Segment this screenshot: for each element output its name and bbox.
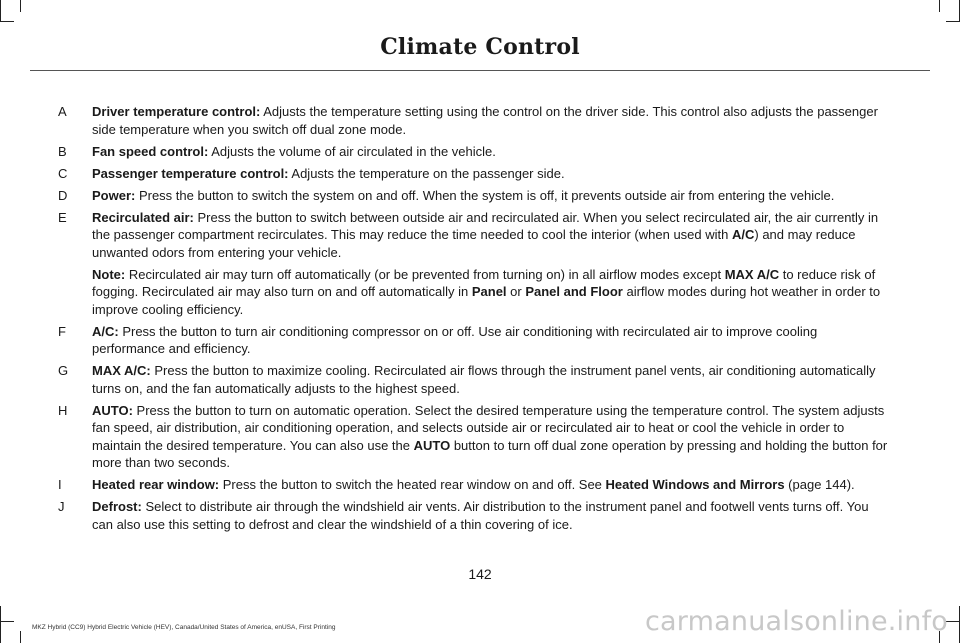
item-term: Heated rear window: bbox=[92, 477, 220, 492]
note-label: Note: bbox=[92, 266, 126, 282]
list-item bbox=[0, 187, 960, 205]
crop-mark bbox=[946, 21, 960, 22]
crop-mark bbox=[946, 621, 960, 622]
item-term: Defrost: bbox=[92, 499, 142, 514]
item-term: Power: bbox=[92, 187, 136, 203]
list-item bbox=[0, 323, 960, 358]
item-term: Fan speed control: bbox=[92, 143, 209, 159]
item-letter: H bbox=[58, 402, 68, 418]
item-letter: F bbox=[58, 323, 66, 339]
page-title: Climate Control bbox=[380, 34, 580, 60]
list-item bbox=[0, 498, 960, 533]
item-text: Driver temperature control: Adjusts the temperature setting using the control on the driver side. This control also adjusts the passenger side temperature when you switch off dual zone mode. bbox=[92, 104, 878, 137]
list-item bbox=[0, 476, 960, 494]
crop-mark bbox=[20, 631, 21, 643]
item-letter: B bbox=[58, 143, 67, 159]
item-text: Power: Press the button to switch the system on and off. When the system is off, it prevents outside air from entering the vehicle. bbox=[92, 187, 835, 203]
list-item bbox=[0, 103, 960, 138]
item-letter: A bbox=[58, 104, 67, 119]
item-text: A/C: Press the button to turn air conditioning compressor on or off. Use air conditioning with recirculated air to improve cooling performance and efficiency. bbox=[92, 323, 818, 356]
item-text: Defrost: Select to distribute air through the windshield air vents. Air distribution to the instrument panel and footwell vents turns off. You can also use this setting to defrost and clear the windshield of a thin covering of ice. bbox=[92, 499, 869, 532]
item-letter: J bbox=[58, 499, 65, 514]
crop-mark bbox=[939, 0, 940, 12]
item-text: MAX A/C: Press the button to maximize cooling. Recirculated air flows through the instrument panel vents, air conditioning automatically turns on, and the fan automatically adjusts to the highest speed. bbox=[92, 363, 876, 396]
list-item bbox=[0, 209, 960, 262]
item-letter: E bbox=[58, 209, 67, 225]
watermark: carmanualsonline.info bbox=[645, 606, 948, 637]
list-item bbox=[0, 402, 960, 472]
control-descriptions bbox=[0, 103, 960, 538]
item-text: Fan speed control: Adjusts the volume of air circulated in the vehicle. bbox=[92, 143, 496, 159]
crop-mark bbox=[20, 0, 21, 12]
footer-edition-text: MKZ Hybrid (CC9) Hybrid Electric Vehicle (HEV), Canada/United States of America, enUSA, First Printing bbox=[32, 624, 336, 631]
crop-mark bbox=[0, 621, 14, 622]
crop-mark bbox=[0, 21, 14, 22]
header-divider bbox=[30, 70, 930, 71]
item-text: Heated rear window: Press the button to switch the heated rear window on and off. See Heated Windows and Mirrors (page 144). bbox=[92, 477, 855, 492]
item-letter: G bbox=[58, 363, 69, 378]
item-term: Driver temperature control: bbox=[92, 104, 261, 119]
item-term: Recirculated air: bbox=[92, 209, 194, 225]
item-term: AUTO: bbox=[92, 402, 133, 418]
crop-mark bbox=[0, 0, 1, 22]
page-number: 142 bbox=[468, 566, 492, 582]
item-text: AUTO: Press the button to turn on automatic operation. Select the desired temperature using the temperature control. The system adjusts fan speed, air distribution, air conditioning operation, and selects outside air or recirculated air to heat or cool the vehicle in order to maintain the desired temperature. You can also use the AUTO button to turn off dual zone operation by pressing and holding the button for more than two seconds. bbox=[92, 402, 888, 470]
list-item bbox=[0, 165, 960, 183]
item-term: Passenger temperature control: bbox=[92, 165, 289, 181]
crop-mark bbox=[0, 606, 1, 643]
item-letter: I bbox=[58, 477, 62, 492]
item-term: MAX A/C: bbox=[92, 363, 151, 378]
item-term: A/C: bbox=[92, 323, 119, 339]
cross-reference-link: Heated Windows and Mirrors bbox=[605, 477, 785, 492]
item-text: Recirculated air: Press the button to switch between outside air and recirculated air. When you select recirculated air, the air currently in the passenger compartment recirculates. This may reduce the time needed to cool the interior (when used with A/C) and may reduce unwanted odors from entering your vehicle. bbox=[92, 209, 879, 260]
item-letter: D bbox=[58, 187, 68, 203]
note-paragraph: Note: Recirculated air may turn off automatically (or be prevented from turning on) in all airflow modes except MAX A/C to reduce risk of fogging. Recirculated air may also turn on and off automatically in Panel or Panel and Floor airflow modes during hot weather in order to improve cooling efficiency. bbox=[92, 266, 881, 317]
list-item bbox=[0, 143, 960, 161]
item-letter: C bbox=[58, 165, 68, 181]
list-item bbox=[0, 362, 960, 397]
item-text: Passenger temperature control: Adjusts the temperature on the passenger side. bbox=[92, 165, 565, 181]
